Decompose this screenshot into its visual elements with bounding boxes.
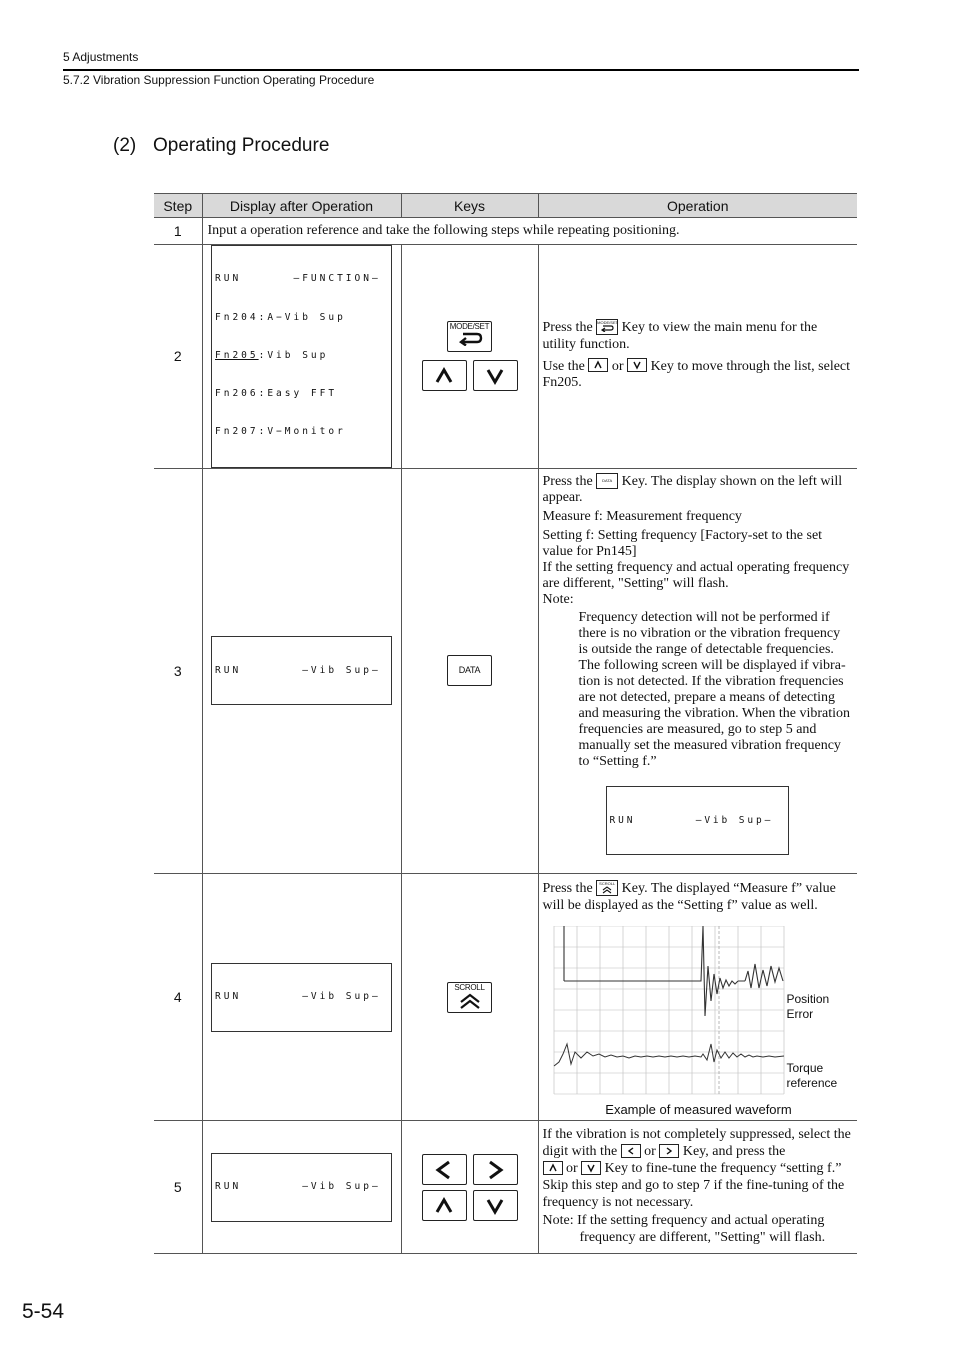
- procedure-table: [154, 193, 857, 1254]
- up-arrow-icon: [434, 365, 454, 387]
- lcd-display: [211, 245, 392, 468]
- op-text: or: [566, 1161, 578, 1177]
- step-number: 4: [154, 874, 202, 1121]
- double-up-arrow-icon: [458, 993, 482, 1009]
- chapter-header: 5 Adjustments: [63, 50, 139, 64]
- lcd-display-no-vibration: [606, 786, 789, 855]
- step-number: 5: [154, 1121, 202, 1254]
- op-text: Press the: [542, 474, 593, 490]
- op-text: If the vibration is not completely suppressed, select the digit with the: [542, 1127, 851, 1160]
- return-arrow-icon: [457, 332, 483, 346]
- op-text: or: [611, 358, 624, 374]
- lcd-line: [215, 703, 388, 706]
- measure-text: Measure f: Measurement frequency: [542, 509, 742, 525]
- flash-text: If the setting frequency and actual operating frequency are different, "Setting" will flash.: [542, 560, 850, 592]
- header-display: Display after Operation: [202, 194, 401, 218]
- display-cell: [202, 1121, 401, 1254]
- right-key[interactable]: [473, 1154, 518, 1185]
- table-row: [154, 468, 857, 873]
- waveform-figure: [551, 926, 849, 1117]
- up-inline-icon: [543, 1161, 563, 1175]
- up-arrow-icon: [434, 1195, 454, 1217]
- up-key[interactable]: [422, 1190, 467, 1221]
- keys-cell: [401, 1121, 538, 1254]
- data-key[interactable]: DATA: [447, 655, 492, 686]
- label-line: Position: [786, 991, 830, 1006]
- header-keys: Keys: [401, 194, 538, 218]
- lcd-line: Fn204:A−Vib Sup: [215, 311, 346, 323]
- down-key[interactable]: [473, 1190, 518, 1221]
- display-cell: [202, 468, 401, 873]
- op-text: Key to move through the list, select Fn205.: [542, 358, 851, 390]
- note-text: Frequency detection will not be performed if there is no vibration or the vibration frequency is outside the range of detectable frequencies. The following screen will be displayed if vibration is not detected. If the vibration frequencies are not detected, prepare a means of detecting and measuring the vibration. When the vibration frequencies are measured, go to step 5 and manually set the measured vibration frequency to “Setting f.”: [578, 610, 851, 770]
- op-text: Key. The displayed “Measure f” value will be displayed as the “Setting f” value as well.: [542, 881, 836, 913]
- scroll-key-label: SCROLL: [454, 982, 485, 992]
- op-text: Key to fine-tune the frequency “setting f.” Skip this step and go to step 7 if the fine-tuning of the frequency is not necessary.: [542, 1161, 845, 1211]
- lcd-line: RUN —Vib Sup—: [215, 991, 381, 1002]
- down-key[interactable]: [473, 360, 518, 391]
- torque-reference-label: [787, 1061, 838, 1091]
- lcd-line: [610, 853, 785, 856]
- down-inline-icon: [581, 1161, 601, 1175]
- step-1-text: Input a operation reference and take the following steps while repeating positioning.: [202, 218, 857, 245]
- operation-cell: [538, 1121, 857, 1254]
- waveform-grid: [554, 926, 784, 1094]
- op-text: Press the: [542, 320, 593, 336]
- lcd-line: Fn206:Easy FFT: [215, 387, 338, 399]
- mode-set-key[interactable]: [447, 321, 492, 352]
- op-text: or: [644, 1144, 656, 1160]
- up-key[interactable]: [422, 360, 467, 391]
- label-line: Error: [786, 1006, 814, 1021]
- data-inline-icon: DATA: [596, 473, 618, 489]
- step-number: 3: [154, 468, 202, 873]
- keys-cell: [401, 245, 538, 469]
- note-label: Note:: [542, 592, 574, 608]
- scroll-key[interactable]: [447, 982, 492, 1013]
- mode-set-key-label: MODE/SET: [449, 322, 490, 332]
- operation-cell: [538, 468, 857, 873]
- op-text: Key to view the main menu for the utility function.: [542, 320, 818, 352]
- op-text: Key, and press the: [682, 1144, 786, 1160]
- waveform-chart: [551, 926, 785, 1096]
- lcd-line: [215, 1219, 388, 1222]
- section-title-text: Operating Procedure: [153, 135, 330, 156]
- step-number: 1: [154, 218, 202, 245]
- right-inline-icon: [659, 1144, 679, 1158]
- step-number: 2: [154, 245, 202, 469]
- op-text: Key. The display shown on the left will appear.: [542, 474, 843, 506]
- table-row: [154, 874, 857, 1121]
- mode-set-inline-icon: MODE/SET: [596, 319, 618, 335]
- page-number: 5-54: [22, 1300, 65, 1323]
- op-text: Press the: [542, 881, 593, 897]
- lcd-display: [211, 963, 392, 1032]
- keys-cell: [401, 468, 538, 873]
- header-rule: [63, 69, 859, 71]
- lcd-line: RUN —Vib Sup—: [609, 814, 774, 826]
- down-arrow-icon: [485, 365, 505, 387]
- lcd-line: RUN —FUNCTION—: [215, 273, 381, 285]
- keys-cell: [401, 874, 538, 1121]
- right-arrow-icon: [485, 1159, 505, 1181]
- down-inline-icon: [627, 358, 647, 372]
- header-operation: Operation: [538, 194, 857, 218]
- lcd-line: [215, 1029, 388, 1032]
- operation-cell: [538, 245, 857, 469]
- left-key[interactable]: [422, 1154, 467, 1185]
- lcd-display: [211, 1153, 392, 1222]
- setting-text: Setting f: Setting frequency [Factory-set to the set value for Pn145]: [542, 528, 823, 560]
- waveform-caption: Example of measured waveform: [605, 1101, 792, 1117]
- lcd-line: RUN —Vib Sup—: [215, 1181, 381, 1192]
- display-cell: [202, 245, 401, 469]
- lcd-line: [215, 350, 388, 363]
- op-text: Use the: [542, 358, 585, 374]
- up-inline-icon: [588, 358, 608, 372]
- table-row: [154, 218, 857, 245]
- table-row: [154, 245, 857, 469]
- header-step: Step: [154, 194, 202, 218]
- position-error-label: [787, 992, 830, 1022]
- label-line: Torque: [786, 1060, 824, 1075]
- left-arrow-icon: [434, 1159, 454, 1181]
- section-header: 5.7.2 Vibration Suppression Function Operating Procedure: [63, 73, 375, 87]
- lcd-display: [211, 636, 392, 705]
- label-line: reference: [786, 1075, 838, 1090]
- lcd-line: RUN —Vib Sup—: [215, 664, 381, 676]
- lcd-selected-item: Fn205: [215, 349, 259, 361]
- scroll-inline-icon: SCROLL: [596, 880, 618, 896]
- lcd-line: Fn207:V−Monitor: [215, 425, 346, 437]
- section-number: (2): [113, 135, 137, 156]
- position-error-trace: [564, 926, 783, 1016]
- lcd-line-rest: :Vib Sup: [258, 349, 329, 361]
- left-inline-icon: [621, 1144, 641, 1158]
- table-header-row: [154, 194, 857, 218]
- note-text: Note: If the setting frequency and actual operating frequency are different, "Setting" will flash.: [542, 1213, 826, 1246]
- display-cell: [202, 874, 401, 1121]
- section-title: [113, 135, 329, 157]
- down-arrow-icon: [485, 1195, 505, 1217]
- table-row: [154, 1121, 857, 1254]
- operation-cell: [538, 874, 857, 1121]
